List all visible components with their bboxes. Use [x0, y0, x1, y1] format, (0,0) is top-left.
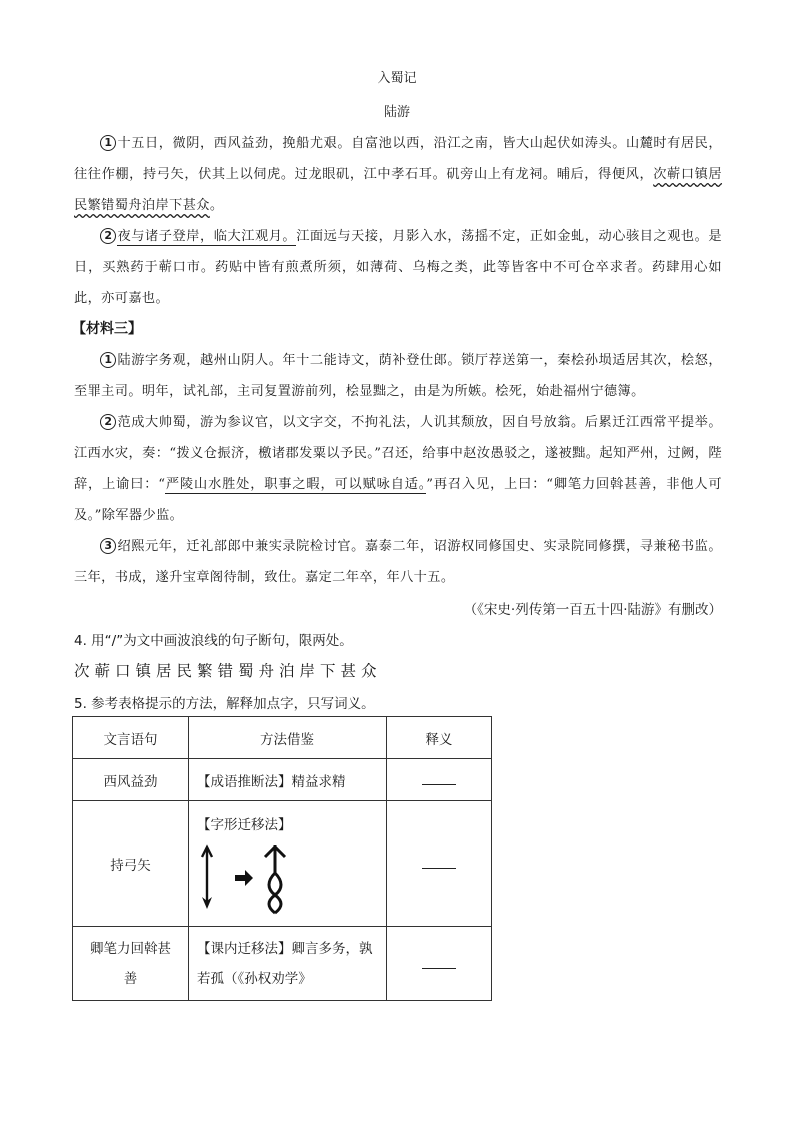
paragraph-text: 十五日，微阴，西风益劲，挽船尤艰。自富池以西，沿江之南，皆大山起伏如涛头。山麓时有居民，往往作棚，持弓矢，伏其上以伺虎。过龙眼矶，江中孝石耳。矶旁山上有龙祠。晡后，得便风，: [74, 136, 722, 182]
material-three-heading: 【材料三】: [72, 321, 142, 337]
passage-author: 陆游: [383, 105, 410, 120]
phrase-cell: 卿笔力回斡甚善: [73, 927, 189, 1001]
table-row: [73, 759, 492, 801]
passage-title: 入蜀记: [377, 71, 417, 86]
method-table: [72, 716, 492, 1001]
passage-paragraph-1: 1 十五日，微阴，西风益劲，挽船尤艰。自富池以西，沿江之南，皆大山起伏如涛头。山麓时有居民，往往作棚，持弓矢，伏其上以伺虎。过龙眼矶，江中孝石耳。矶旁山上有龙祠。晡后，得便风，次蕲口镇居民繁错蜀舟泊岸下甚众。: [74, 136, 723, 213]
underlined-sentence: 严陵山水胜处，职事之暇，可以赋咏自适。: [165, 477, 427, 492]
header-cell: 释义: [387, 717, 492, 759]
paragraph-number: 2: [100, 228, 116, 244]
paragraph-number: 1: [100, 135, 116, 151]
answer-blank[interactable]: [422, 954, 456, 969]
method-cell: 【课内迁移法】卿言多务，孰若孤（《孙权劝学》: [189, 927, 387, 1001]
material-paragraph-3: [74, 531, 722, 593]
paragraph-text: 绍熙元年，迁礼部郎中兼实录院检讨官。嘉泰二年，诏游权同修国史、实录院同修撰，寻兼秘书监。三年，书成，遂升宝章阁待制，致仕。嘉定二年卒，年八十五。: [74, 539, 722, 585]
method-cell: 【成语推断法】精益求精: [189, 759, 387, 801]
phrase-cell: 持弓矢: [73, 801, 189, 927]
answer-blank[interactable]: [422, 770, 456, 785]
underlined-sentence: 夜与诸子登岸，临大江观月。: [117, 229, 297, 244]
material-paragraph-2: 2 范成大帅蜀，游为参议官，以文字交，不拘礼法，人讥其颓放，因自号放翁。后累迁江西常平提举。江西水灾，奏：“拨义仓振济，檄诸郡发粟以予民。”召还，给事中赵汝愚驳之，遂被黜。起知严州，过阙，陛辞，上谕曰：“严陵山水胜处，职事之暇，可以赋咏自适。”再召入见，上曰：“卿笔力回斡甚善，非他人可及。”除军器少监。: [74, 415, 723, 523]
method-cell: [189, 801, 387, 927]
paragraph-number: 3: [100, 538, 116, 554]
question-5-prompt: 5. 参考表格提示的方法，解释加点字，只写词义。: [74, 696, 375, 712]
paragraph-number: 1: [100, 352, 116, 368]
table-row: [73, 927, 492, 1001]
header-cell: 方法借鉴: [189, 717, 387, 759]
material-paragraph-1: [74, 345, 722, 407]
question-4-sentence: 次蕲口镇居民繁错蜀舟泊岸下甚众: [74, 662, 382, 680]
table-header-row: [73, 717, 492, 759]
paragraph-text: 江面远与天接，月影入水，荡摇不定，正如金虬，动心骇目之观也。是日，买熟药于蕲口市。药贴中皆有煎煮所须，如薄荷、乌梅之类，此等皆客中不可仓卒求者。药肆用心如此，亦可嘉也。: [74, 229, 722, 306]
table-row: [73, 801, 492, 927]
passage-paragraph-2: [74, 221, 722, 314]
answer-cell: [387, 801, 492, 927]
answer-cell: [387, 927, 492, 1001]
paragraph-text: 陆游字务观，越州山阴人。年十二能诗文，荫补登仕郎。锁厅荐送第一，秦桧孙埙适居其次，桧怒，至罪主司。明年，试礼部，主司复置游前列，桧显黜之，由是为所嫉。桧死，始赴福州宁德簿。: [74, 353, 722, 399]
glyph-evolution-icon: [197, 841, 347, 921]
paragraph-number: 2: [100, 414, 116, 430]
method-text: 【字形迁移法】: [197, 817, 292, 833]
answer-blank[interactable]: [422, 854, 456, 869]
wavy-underlined-sentence: 次蕲口镇居民繁错蜀舟泊岸下甚众: [74, 167, 723, 213]
source-citation: （《宋史·列传第一百五十四·陆游》有删改）: [463, 602, 722, 618]
header-cell: 文言语句: [73, 717, 189, 759]
phrase-cell: 西风益劲: [73, 759, 189, 801]
question-4-prompt: 4. 用“/”为文中画波浪线的句子断句，限两处。: [74, 633, 353, 649]
paragraph-text: 范成大帅蜀，游为参议官，以文字交，不拘礼法，人讥其颓放，因自号放翁。后累迁江西常平提举。江西水灾，奏：“拨义仓振济，檄诸郡发粟以予民。”召还，给事中赵汝愚驳之，遂被黜。起知严州，过阙，陛辞，上谕曰：“: [74, 415, 722, 492]
answer-cell: [387, 759, 492, 801]
